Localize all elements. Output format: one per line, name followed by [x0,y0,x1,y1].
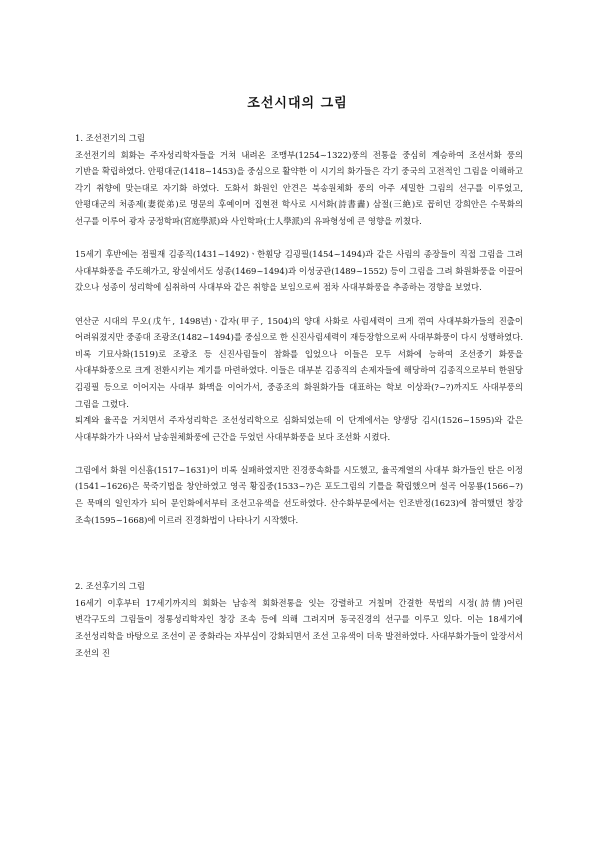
paragraph: 연산군 시대의 무오(戊午, 1498년)ㆍ갑자(甲子, 1504)의 양대 사화로 사림세력이 크게 꺾여 사대부화가들의 진출이 어려워졌지만 중종대 조광조(1482~1494)를 중심으로 한 신진사림세력이 재등장함으로써 사대부화풍이 다시 성행하였다. 비록 기묘사화(1519)로 조광조 등 신진사림들이 참화를 입었으나 이들은 모두 서화에 능하여 조선중기 화풍을 사대부화풍으로 크게 전환시키는 계기를 마련하였다. 이들은 대부분 김종직의 손제자들에 해당하여 김종직으로부터 한원당 김굉필 등으로 이어지는 사대부 화맥을 이어가서, 중종조의 화원화가들 대표하는 학보 이상좌(?~?)까지도 사대부풍의 그림을 그렸다. [75,315,523,409]
document-title: 조선시대의 그림 [247,96,348,111]
paragraph: 조선전기의 회화는 주자성리학자들을 거쳐 내려온 조맹부(1254~1322)풍의 전통을 중심히 계승하여 조선서화 풍의 기반을 확립하였다. 안평대군(1418~1453)을 중심으로 활약한 이 시기의 화가들은 각기 중국의 고전적인 그림을 이해하고 각기 취향에 맞는대로 자기화 하였다. 도화서 화원인 안견은 북송원체화 풍의 아주 세밀한 그림의 선구를 이루었고, 안평대군의 처종제(妻從弟)로 명문의 후예이며 집현전 학사로 시서화(詩書畵) 삼절(三絶)로 꼽히던 강희안은 수묵화의 선구를 이루어 광자 궁정학파(宮庭學派)와 사인학파(士人學派)의 유파형성에 큰 영향을 끼쳤다. [75,149,523,226]
paragraph: 퇴계와 율곡을 거치면서 주자성리학은 조선성리학으로 심화되었는데 이 단계에서는 양생당 김시(1526~1595)와 같은 사대부화가가 나와서 남송원체화풍에 근간을 두었던 사대부화풍을 보다 조선화 시켰다. [75,415,523,442]
section-heading-late-joseon: 2. 조선후기의 그림 [75,581,145,592]
document-body [75,130,523,661]
section-heading-early-joseon: 1. 조선전기의 그림 [75,133,145,143]
paragraph: 그림에서 화원 이신흠(1517~1631)이 비록 실패하였지만 진경풍속화를 시도했고, 율곡계열의 사대부 화가들인 탄은 이정(1541~1626)은 묵죽기법을 창안하였고 영곡 황집중(1533~?)은 포도그림의 기틀을 확립했으며 설곡 어몽룡(1566~?)은 묵매의 일인자가 되어 문인화에서부터 조선고유색을 선도하였다. 산수화부문에서는 인조반정(1623)에 참여했던 창강 조속(1595~1668)에 이르러 진경화법이 나타나기 시작했다. [75,464,523,525]
paragraph: 16세기 이후부터 17세기까지의 회화는 남송적 회화전통을 잇는 강렬하고 거칠며 간결한 묵법의 시정(詩情)어린 변각구도의 그림들이 정통성리학자인 창강 조속 등에 의해 그려지며 동국진경의 선구를 이루고 있다. 이는 18세기에 조선성리학을 바탕으로 조선이 곧 중화라는 자부심이 강화되면서 조선 고유색이 더욱 발전하였다. 사대부화가들이 앞장서서 조선의 진 [75,597,523,658]
paragraph: 15세기 후반에는 점필재 김종직(1431~1492)ㆍ한훤당 김굉필(1454~1494)과 같은 사림의 종장들이 직접 그림을 그려 사대부화풍을 주도해가고, 왕실에서도 성종(1469~1494)과 이성궁관(1489~1552) 등이 그림을 그려 화원화풍을 이끌어 갔으나 성종이 성리학에 심취하여 사대부와 같은 취향을 보임으로써 점차 사대부화풍을 추종하는 경향을 보였다. [75,249,523,293]
